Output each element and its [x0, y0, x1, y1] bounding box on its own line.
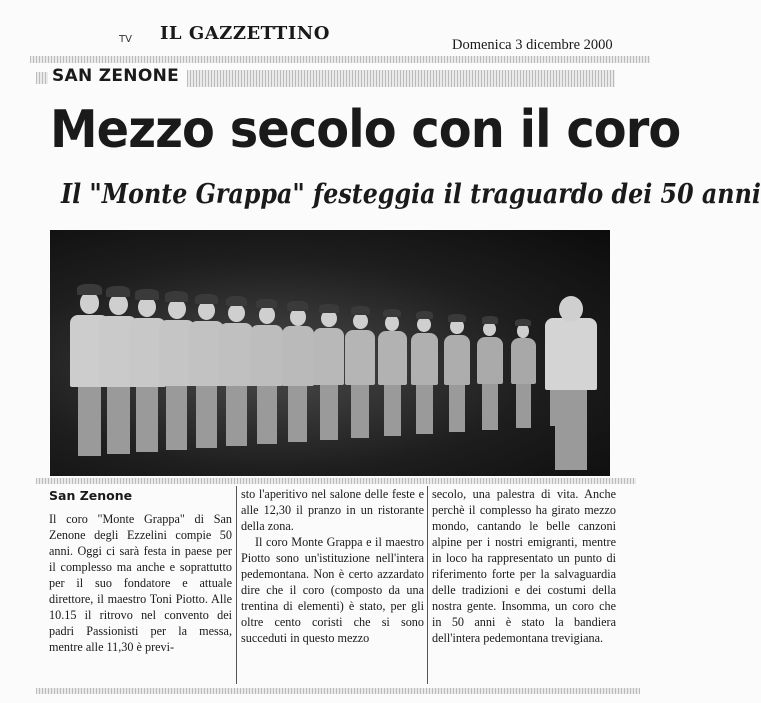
- section-marker: TV: [119, 34, 132, 45]
- choir-photo: [50, 230, 610, 476]
- publication-date: Domenica 3 dicembre 2000: [452, 37, 613, 53]
- choir-singer: [250, 299, 283, 445]
- paragraph: Il coro Monte Grappa e il maestro Piotto sono un'istituzione nell'intera pedemontana. Non è certo azzardato dire che il coro (composto da una trentina di elementi) è stato, per gli oltre cento coristi che si sono succeduti in questo mezzo: [241, 535, 424, 646]
- hatched-divider-middle: [36, 478, 636, 484]
- choir-singer: [219, 296, 253, 446]
- choir-director: [545, 290, 597, 470]
- article-column-2: [241, 486, 424, 646]
- choir-singer: [411, 311, 439, 434]
- paragraph: sto l'aperitivo nel salone delle feste e alle 12,30 il pranzo in un ristorante della zona.: [241, 487, 424, 534]
- headline: Mezzo secolo con il coro: [50, 100, 681, 160]
- choir-singer: [313, 304, 344, 441]
- article-column-1: [49, 511, 232, 655]
- hatched-divider-bottom: [36, 688, 640, 694]
- hatched-divider-section-right: [187, 70, 615, 87]
- hatched-divider-section-left: [36, 72, 48, 84]
- hatched-divider-top: [30, 56, 650, 63]
- paragraph: Il coro "Monte Grappa" di San Zenone degli Ezzelini compie 50 anni. Oggi ci sarà festa in paese per il complesso ma anche e soprattutto per il suo fondatore e attuale direttore, il maestro Toni Piotto. Alle 10.15 il ritrovo nel convento dei padri Passionisti per la messa, mentre alle 11,30 è previ-: [49, 512, 232, 655]
- section-label: SAN ZENONE: [52, 66, 180, 86]
- choir-singer: [444, 314, 471, 433]
- byline: San Zenone: [49, 488, 133, 503]
- column-rule: [236, 486, 237, 684]
- choir-singer: [477, 316, 503, 430]
- newspaper-name: IL GAZZETTINO: [160, 23, 330, 44]
- paragraph: secolo, una palestra di vita. Anche perchè il complesso ha girato mezzo mondo, cantando le belle canzoni alpine per i nostri emigranti, mentre in loco ha rappresentato un punto di riferimento forte per la salvaguardia delle tradizioni e dei costumi della nostra gente. Insomma, un coro che in 50 anni è stato la bandiera dell'intera pedemontana trevigiana.: [432, 487, 616, 646]
- choir-singer: [345, 306, 375, 438]
- article-column-3: [432, 486, 616, 646]
- choir-singer: [378, 309, 407, 437]
- choir-singer: [511, 319, 536, 429]
- column-rule: [427, 486, 428, 684]
- choir-singer: [282, 301, 314, 442]
- subheadline: Il "Monte Grappa" festeggia il traguardo dei 50 anni: [61, 179, 761, 210]
